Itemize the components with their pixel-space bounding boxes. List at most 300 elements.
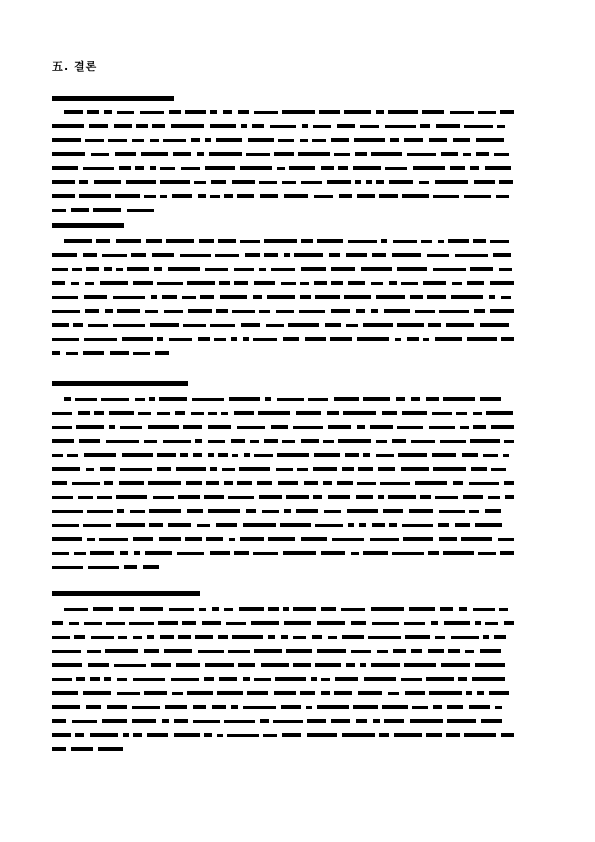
- word-block: [346, 324, 358, 327]
- word-block: [376, 454, 394, 457]
- word-block: [505, 495, 514, 499]
- word-block: [194, 181, 206, 184]
- word-block: [149, 523, 163, 527]
- word-block: [94, 411, 104, 415]
- word-block: [380, 482, 410, 485]
- word-block: [52, 194, 75, 198]
- text-line: [52, 704, 514, 711]
- word-block: [353, 166, 381, 170]
- word-block: [162, 295, 177, 299]
- word-block: [116, 523, 145, 527]
- word-block: [304, 481, 318, 485]
- word-block: [240, 240, 260, 243]
- word-block: [493, 253, 511, 257]
- word-block: [465, 650, 474, 653]
- word-block: [452, 282, 462, 285]
- word-block: [134, 551, 140, 555]
- word-block: [435, 180, 468, 184]
- word-block: [171, 678, 199, 681]
- text-line: [52, 238, 514, 245]
- word-block: [102, 254, 127, 257]
- word-block: [411, 397, 420, 401]
- word-block: [52, 351, 60, 355]
- word-block: [101, 398, 129, 401]
- word-block: [174, 733, 200, 737]
- word-block: [421, 240, 432, 243]
- word-block: [325, 323, 341, 327]
- word-block: [342, 733, 375, 737]
- word-block: [123, 733, 129, 737]
- word-block: [73, 323, 83, 327]
- text-line: [52, 308, 514, 315]
- text-line: [52, 294, 514, 301]
- word-block: [211, 180, 226, 184]
- word-block: [168, 267, 200, 271]
- word-block: [149, 509, 181, 513]
- word-block: [246, 153, 270, 156]
- word-block: [282, 440, 295, 443]
- word-block: [205, 138, 211, 142]
- word-block: [267, 295, 295, 299]
- word-block: [490, 240, 509, 243]
- word-block: [259, 495, 282, 499]
- word-block: [138, 412, 151, 415]
- word-block: [277, 398, 304, 401]
- word-block: [169, 338, 192, 341]
- word-block: [426, 733, 442, 737]
- word-block: [154, 267, 162, 271]
- word-block: [412, 706, 428, 709]
- text-line: [52, 466, 514, 473]
- word-block: [268, 537, 295, 541]
- word-block: [478, 552, 496, 555]
- word-block: [334, 397, 359, 401]
- word-block: [163, 440, 191, 443]
- word-block: [193, 453, 202, 457]
- word-block: [347, 509, 378, 513]
- word-block: [473, 239, 486, 243]
- word-block: [328, 636, 337, 639]
- word-block: [372, 253, 386, 257]
- word-block: [494, 635, 506, 639]
- word-block: [260, 719, 269, 723]
- text-line: [52, 564, 514, 571]
- text-line: [52, 662, 514, 669]
- word-block: [216, 309, 228, 313]
- word-block: [74, 635, 85, 639]
- word-block: [308, 398, 328, 401]
- word-block: [410, 719, 443, 723]
- word-block: [402, 194, 429, 198]
- word-block: [491, 425, 514, 429]
- text-line: [52, 207, 514, 214]
- word-block: [147, 733, 168, 737]
- word-block: [64, 608, 88, 611]
- word-block: [52, 124, 84, 128]
- word-block: [467, 281, 484, 285]
- word-block: [261, 663, 289, 667]
- word-block: [407, 153, 436, 156]
- word-block: [105, 309, 113, 313]
- text-line: [52, 606, 514, 613]
- word-block: [266, 324, 284, 327]
- word-block: [390, 138, 399, 142]
- word-block: [135, 166, 144, 170]
- word-block: [371, 663, 400, 667]
- word-block: [147, 635, 154, 639]
- word-block: [237, 194, 254, 198]
- word-block: [471, 467, 487, 471]
- word-block: [264, 253, 278, 257]
- word-block: [208, 440, 225, 443]
- word-block: [448, 239, 469, 243]
- word-block: [120, 468, 152, 471]
- word-block: [305, 337, 326, 341]
- word-block: [71, 282, 79, 285]
- word-block: [151, 663, 171, 667]
- word-block: [234, 268, 254, 271]
- word-block: [229, 397, 260, 401]
- word-block: [240, 537, 264, 541]
- word-block: [52, 268, 68, 271]
- word-block: [323, 481, 332, 485]
- word-block: [382, 411, 397, 415]
- word-block: [176, 663, 200, 667]
- section-paragraph: [52, 109, 514, 221]
- word-block: [100, 467, 115, 471]
- word-block: [357, 337, 389, 341]
- text-line: [52, 252, 514, 259]
- word-block: [52, 705, 80, 709]
- word-block: [501, 296, 511, 299]
- word-block: [486, 411, 513, 415]
- word-block: [477, 691, 484, 695]
- word-block: [119, 607, 134, 611]
- word-block: [293, 426, 323, 429]
- word-block: [423, 281, 446, 285]
- word-block: [301, 181, 322, 184]
- word-block: [127, 209, 154, 212]
- word-block: [67, 454, 78, 457]
- word-block: [224, 194, 233, 198]
- word-block: [301, 239, 313, 243]
- word-block: [75, 733, 84, 737]
- word-block: [187, 281, 215, 285]
- word-block: [368, 636, 401, 639]
- word-block: [91, 153, 109, 156]
- word-block: [231, 337, 237, 341]
- word-block: [395, 338, 401, 341]
- text-line: [52, 508, 514, 515]
- word-block: [321, 607, 336, 611]
- word-block: [245, 253, 260, 257]
- word-block: [410, 295, 423, 299]
- word-block: [129, 622, 154, 625]
- word-block: [172, 194, 192, 198]
- word-block: [342, 635, 364, 639]
- word-block: [314, 281, 327, 285]
- text-line: [52, 452, 514, 459]
- word-block: [104, 267, 112, 271]
- word-block: [232, 635, 263, 639]
- word-block: [356, 495, 373, 499]
- word-block: [344, 295, 371, 299]
- word-block: [183, 425, 202, 429]
- word-block: [429, 691, 462, 695]
- word-block: [135, 398, 145, 401]
- word-block: [323, 440, 334, 443]
- word-block: [376, 180, 384, 184]
- word-block: [282, 110, 315, 114]
- word-block: [52, 733, 71, 737]
- word-block: [79, 194, 111, 198]
- word-block: [339, 194, 352, 198]
- word-block: [78, 411, 90, 415]
- word-block: [88, 324, 108, 327]
- word-block: [117, 692, 140, 695]
- word-block: [251, 621, 279, 625]
- word-block: [69, 622, 79, 625]
- word-block: [330, 337, 352, 341]
- word-block: [331, 309, 350, 313]
- word-block: [402, 411, 427, 415]
- word-block: [282, 181, 296, 184]
- word-block: [169, 110, 181, 114]
- word-block: [52, 253, 77, 257]
- text-line: [52, 494, 514, 501]
- word-block: [499, 608, 508, 611]
- word-block: [315, 295, 340, 299]
- word-block: [463, 153, 471, 156]
- word-block: [188, 309, 212, 313]
- word-block: [72, 482, 100, 485]
- word-block: [94, 180, 121, 184]
- word-block: [136, 124, 148, 128]
- word-block: [393, 649, 406, 653]
- word-block: [338, 439, 371, 443]
- word-block: [87, 110, 99, 114]
- word-block: [133, 636, 142, 639]
- word-block: [182, 621, 196, 625]
- word-block: [480, 323, 509, 327]
- word-block: [163, 139, 186, 142]
- word-block: [133, 281, 153, 285]
- word-block: [435, 496, 458, 499]
- word-block: [107, 705, 127, 709]
- word-block: [360, 663, 366, 667]
- word-block: [132, 139, 144, 142]
- word-block: [52, 138, 81, 142]
- word-block: [84, 295, 107, 299]
- word-block: [84, 453, 116, 457]
- text-line: [52, 179, 514, 186]
- word-block: [450, 166, 465, 170]
- word-block: [283, 551, 316, 555]
- word-block: [314, 195, 333, 198]
- text-line: [52, 123, 514, 130]
- word-block: [321, 551, 345, 555]
- word-block: [370, 538, 399, 541]
- word-block: [419, 181, 429, 184]
- word-block: [433, 705, 442, 709]
- word-block: [208, 453, 214, 457]
- word-block: [275, 677, 306, 681]
- word-block: [334, 691, 352, 695]
- word-block: [381, 239, 387, 243]
- word-block: [357, 482, 376, 485]
- word-block: [396, 397, 405, 401]
- word-block: [91, 636, 114, 639]
- word-block: [293, 663, 311, 667]
- word-block: [501, 337, 514, 341]
- word-block: [469, 510, 479, 513]
- word-block: [52, 481, 67, 485]
- word-block: [280, 523, 311, 527]
- word-block: [217, 691, 243, 695]
- word-block: [401, 678, 422, 681]
- word-block: [218, 635, 228, 639]
- word-block: [115, 194, 140, 198]
- word-block: [392, 253, 421, 257]
- word-block: [52, 281, 65, 285]
- word-block: [393, 240, 417, 243]
- word-block: [409, 509, 433, 513]
- word-block: [268, 635, 275, 639]
- word-block: [354, 138, 385, 142]
- word-block: [75, 398, 97, 401]
- word-block: [283, 337, 299, 341]
- word-block: [311, 677, 317, 681]
- word-block: [294, 253, 323, 257]
- word-block: [84, 338, 117, 341]
- word-block: [389, 180, 413, 184]
- word-block: [475, 523, 502, 527]
- word-block: [166, 239, 194, 243]
- word-block: [464, 125, 493, 128]
- word-block: [159, 397, 187, 401]
- word-block: [282, 733, 301, 737]
- word-block: [476, 138, 504, 142]
- word-block: [377, 650, 388, 653]
- word-block: [270, 125, 296, 128]
- word-block: [443, 397, 475, 401]
- word-block: [435, 636, 445, 639]
- word-block: [210, 110, 217, 114]
- text-line: [52, 322, 514, 329]
- word-block: [193, 705, 206, 709]
- word-block: [197, 524, 210, 527]
- word-block: [177, 552, 204, 555]
- word-block: [79, 439, 100, 443]
- word-block: [157, 282, 183, 285]
- word-block: [83, 691, 111, 695]
- section-heading: [52, 591, 200, 596]
- word-block: [490, 281, 514, 285]
- word-block: [428, 649, 444, 653]
- word-block: [470, 267, 493, 271]
- word-block: [148, 481, 181, 485]
- word-block: [210, 124, 236, 128]
- word-block: [317, 621, 345, 625]
- word-block: [328, 495, 350, 499]
- word-block: [372, 523, 385, 527]
- word-block: [351, 650, 371, 653]
- word-block: [172, 692, 183, 695]
- word-block: [86, 468, 94, 471]
- word-block: [259, 310, 270, 313]
- word-block: [300, 282, 309, 285]
- word-block: [427, 254, 449, 257]
- word-block: [133, 678, 165, 681]
- word-block: [411, 440, 435, 443]
- word-block: [441, 152, 458, 156]
- word-block: [52, 209, 66, 212]
- word-block: [244, 453, 250, 457]
- word-block: [257, 481, 272, 485]
- word-block: [144, 195, 156, 198]
- word-block: [300, 691, 315, 695]
- word-block: [240, 166, 272, 170]
- word-block: [231, 705, 238, 709]
- word-block: [183, 324, 206, 327]
- word-block: [427, 295, 446, 299]
- word-block: [460, 426, 469, 429]
- section-heading: [52, 381, 188, 386]
- word-block: [144, 691, 167, 695]
- word-block: [52, 166, 78, 170]
- word-block: [164, 310, 183, 313]
- word-block: [113, 324, 145, 327]
- word-block: [473, 608, 495, 611]
- word-block: [165, 705, 187, 709]
- word-block: [238, 663, 255, 667]
- word-block: [234, 281, 248, 285]
- word-block: [205, 663, 234, 667]
- word-block: [176, 467, 206, 471]
- word-block: [191, 138, 200, 142]
- word-block: [355, 152, 367, 156]
- text-line: [52, 480, 514, 487]
- word-block: [243, 706, 276, 709]
- word-block: [483, 635, 489, 639]
- word-block: [429, 138, 447, 142]
- word-block: [337, 481, 353, 485]
- word-block: [496, 195, 509, 198]
- word-block: [144, 649, 159, 653]
- word-block: [264, 439, 278, 443]
- word-block: [315, 524, 343, 527]
- word-block: [455, 254, 488, 257]
- word-block: [469, 482, 499, 485]
- word-block: [160, 635, 174, 639]
- word-block: [206, 481, 219, 485]
- word-block: [148, 425, 179, 429]
- word-block: [232, 310, 255, 313]
- word-block: [237, 481, 252, 485]
- word-block: [99, 538, 128, 541]
- word-block: [157, 412, 170, 415]
- word-block: [289, 166, 315, 170]
- word-block: [109, 411, 134, 415]
- word-block: [90, 677, 100, 681]
- word-block: [379, 733, 389, 737]
- word-block: [335, 677, 358, 681]
- word-block: [498, 538, 514, 541]
- word-block: [132, 719, 156, 723]
- word-block: [443, 551, 474, 555]
- section-paragraph: [52, 396, 514, 578]
- word-block: [317, 705, 349, 709]
